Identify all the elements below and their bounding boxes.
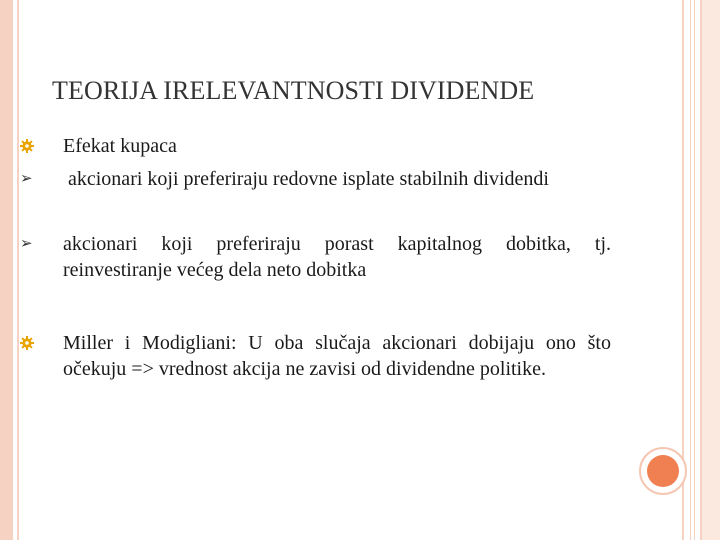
right-decorative-line — [694, 0, 695, 540]
gear-bullet-icon — [20, 139, 34, 153]
bullet-text: Efekat kupaca — [63, 135, 177, 157]
bullet-text: Miller i Modigliani: U oba slučaja akcionari dobijaju ono što očekuju => vrednost akcija ne zavisi od dividendne politike. — [63, 332, 611, 380]
gear-bullet-icon — [20, 336, 34, 350]
right-decorative-line — [690, 0, 691, 540]
right-decorative-panel — [700, 0, 720, 540]
left-decorative-bar — [0, 0, 13, 540]
arrow-bullet-icon: ➢ — [20, 169, 33, 187]
bullet-text: akcionari koji preferiraju redovne isplate stabilnih dividendi — [63, 168, 549, 190]
arrow-bullet-icon: ➢ — [20, 234, 33, 252]
left-decorative-line — [17, 0, 19, 540]
decorative-circle — [639, 447, 687, 495]
bullet-text: akcionari koji preferiraju porast kapitalnog dobitka, tj. reinvestiranje većeg dela neto dobitka — [63, 233, 611, 281]
right-decorative-panel-edge — [700, 0, 702, 540]
decorative-circle-fill — [647, 455, 679, 487]
slide-title: TEORIJA IRELEVANTNOSTI DIVIDENDE — [52, 76, 535, 105]
